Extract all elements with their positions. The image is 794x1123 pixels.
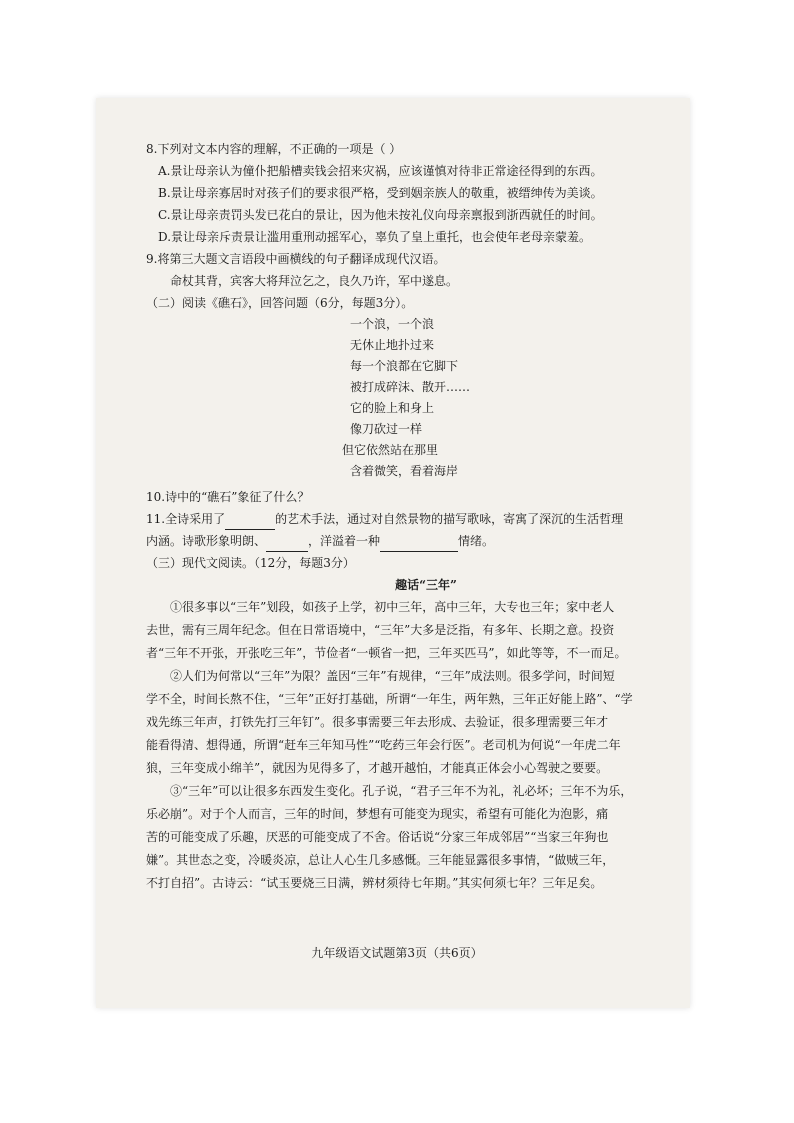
q8-stem: 8.下列对文本内容的理解，不正确的一项是（ ）	[146, 142, 402, 156]
article-line: 不打自招”。古诗云：“试玉要烧三日满，辨材须待七年期。”其实何须七年？三年足矣。	[146, 876, 603, 890]
article-line: 嫌”。其世态之变，冷暖炎凉，总让人心生几多感慨。三年能显露很多事情，“做贼三年，	[146, 853, 615, 867]
q11-line-1	[146, 508, 666, 530]
q11-part: 情绪。	[458, 534, 495, 548]
poem-line: 但它依然站在那里	[342, 443, 439, 457]
article-line: 苦的可能变成了乐趣，厌恶的可能变成了不舍。俗话说“分家三年成邻居”“当家三年狗也	[146, 830, 609, 844]
answer-blank[interactable]	[225, 515, 275, 530]
article-line: ①很多事以“三年”划段，如孩子上学，初中三年，高中三年，大专也三年；家中老人	[170, 600, 615, 614]
q10-stem: 10.诗中的“礁石”象征了什么？	[146, 490, 310, 504]
article-line: 乐必崩”。对于个人而言，三年的时间，梦想有可能变为现实，希望有可能化为泡影，痛	[146, 807, 609, 821]
answer-blank[interactable]	[380, 537, 458, 552]
poem-line: 像刀砍过一样	[350, 422, 423, 436]
q11-part: 的艺术手法，通过对自然景物的描写歌咏，寄寓了深沉的生活哲理	[275, 512, 624, 526]
q11-line-2	[146, 530, 666, 552]
q9-stem: 9.将第三大题文言语段中画横线的句子翻译成现代汉语。	[146, 252, 446, 266]
q8-option-a: A.景让母亲认为僮仆把船槽卖钱会招来灾祸，应该谨慎对待非正常途径得到的东西。	[158, 164, 603, 178]
q11-part: ，洋溢着一种	[308, 534, 381, 548]
poem-line: 每一个浪都在它脚下	[350, 359, 459, 373]
q8-option-d: D.景让母亲斥责景让滥用重刑动摇军心，辜负了皇上重托，也会使年老母亲蒙羞。	[158, 230, 592, 244]
poem-block	[146, 314, 666, 482]
section2-heading: （二）阅读《礁石》，回答问题（6分，每题3分）。	[146, 296, 414, 310]
article-paragraph-3	[146, 780, 666, 895]
q11-part: 11.全诗采用了	[146, 512, 226, 526]
article-line: ③“三年”可以让很多东西发生变化。孔子说，“君子三年不为礼，礼必坏；三年不为乐，	[170, 784, 633, 798]
article-line: 去世，需有三周年纪念。但在日常语境中，“三年”大多是泛指，有多年、长期之意。投资	[146, 623, 615, 637]
poem-line: 一个浪，一个浪	[350, 317, 435, 331]
article-line: 能看得清、想得通，所谓“赶车三年知马性”“吃药三年会行医”。老司机为何说“一年虎二年	[146, 738, 621, 752]
article-line: 狼，三年变成小绵羊”，就因为见得多了，才越开越怕，才能真正体会小心驾驶之要要。	[146, 761, 609, 775]
poem-line: 它的脸上和身上	[350, 401, 435, 415]
q8-option-b: B.景让母亲寡居时对孩子们的要求很严格，受到姻亲族人的敬重，被缙绅传为美谈。	[158, 186, 603, 200]
answer-blank[interactable]	[266, 537, 308, 552]
section3-heading: （三）现代文阅读。（12分，每题3分）	[146, 556, 355, 570]
article-title: 趣话“三年”	[395, 578, 457, 592]
article-line: ②人们为何常以“三年”为限？盖因“三年”有规律，“三年”成法则。很多学问，时间短	[170, 669, 615, 683]
q8-option-c: C.景让母亲责罚头发已花白的景让，因为他未按礼仪向母亲禀报到浙西就任的时间。	[158, 208, 603, 222]
poem-line: 含着微笑，看着海岸	[350, 464, 459, 478]
article-paragraph-2	[146, 665, 666, 780]
page-footer: 九年级语文试题第3页（共6页）	[311, 946, 483, 960]
article-paragraph-1	[146, 596, 666, 665]
article-line: 戏先练三年声，打铁先打三年钉”。很多事需要三年去形成、去验证，很多理需要三年才	[146, 715, 609, 729]
article-line: 者“三年不开张，开张吃三年”，节俭者“一顿省一把，三年买匹马”，如此等等，不一而足。	[146, 646, 627, 660]
article-line: 学不全，时间长熬不住，“三年”正好打基础，所谓“一年生，两年熟，三年正好能上路”、“学	[146, 692, 633, 706]
exam-content	[146, 138, 666, 895]
poem-line: 无休止地扑过来	[350, 338, 435, 352]
q11-part: 内涵。诗歌形象明朗、	[146, 534, 267, 548]
q9-sentence: 命杖其背，宾客大将拜泣乞之，良久乃许，军中遂息。	[170, 274, 459, 288]
poem-line: 被打成碎沫、散开……	[350, 380, 471, 394]
